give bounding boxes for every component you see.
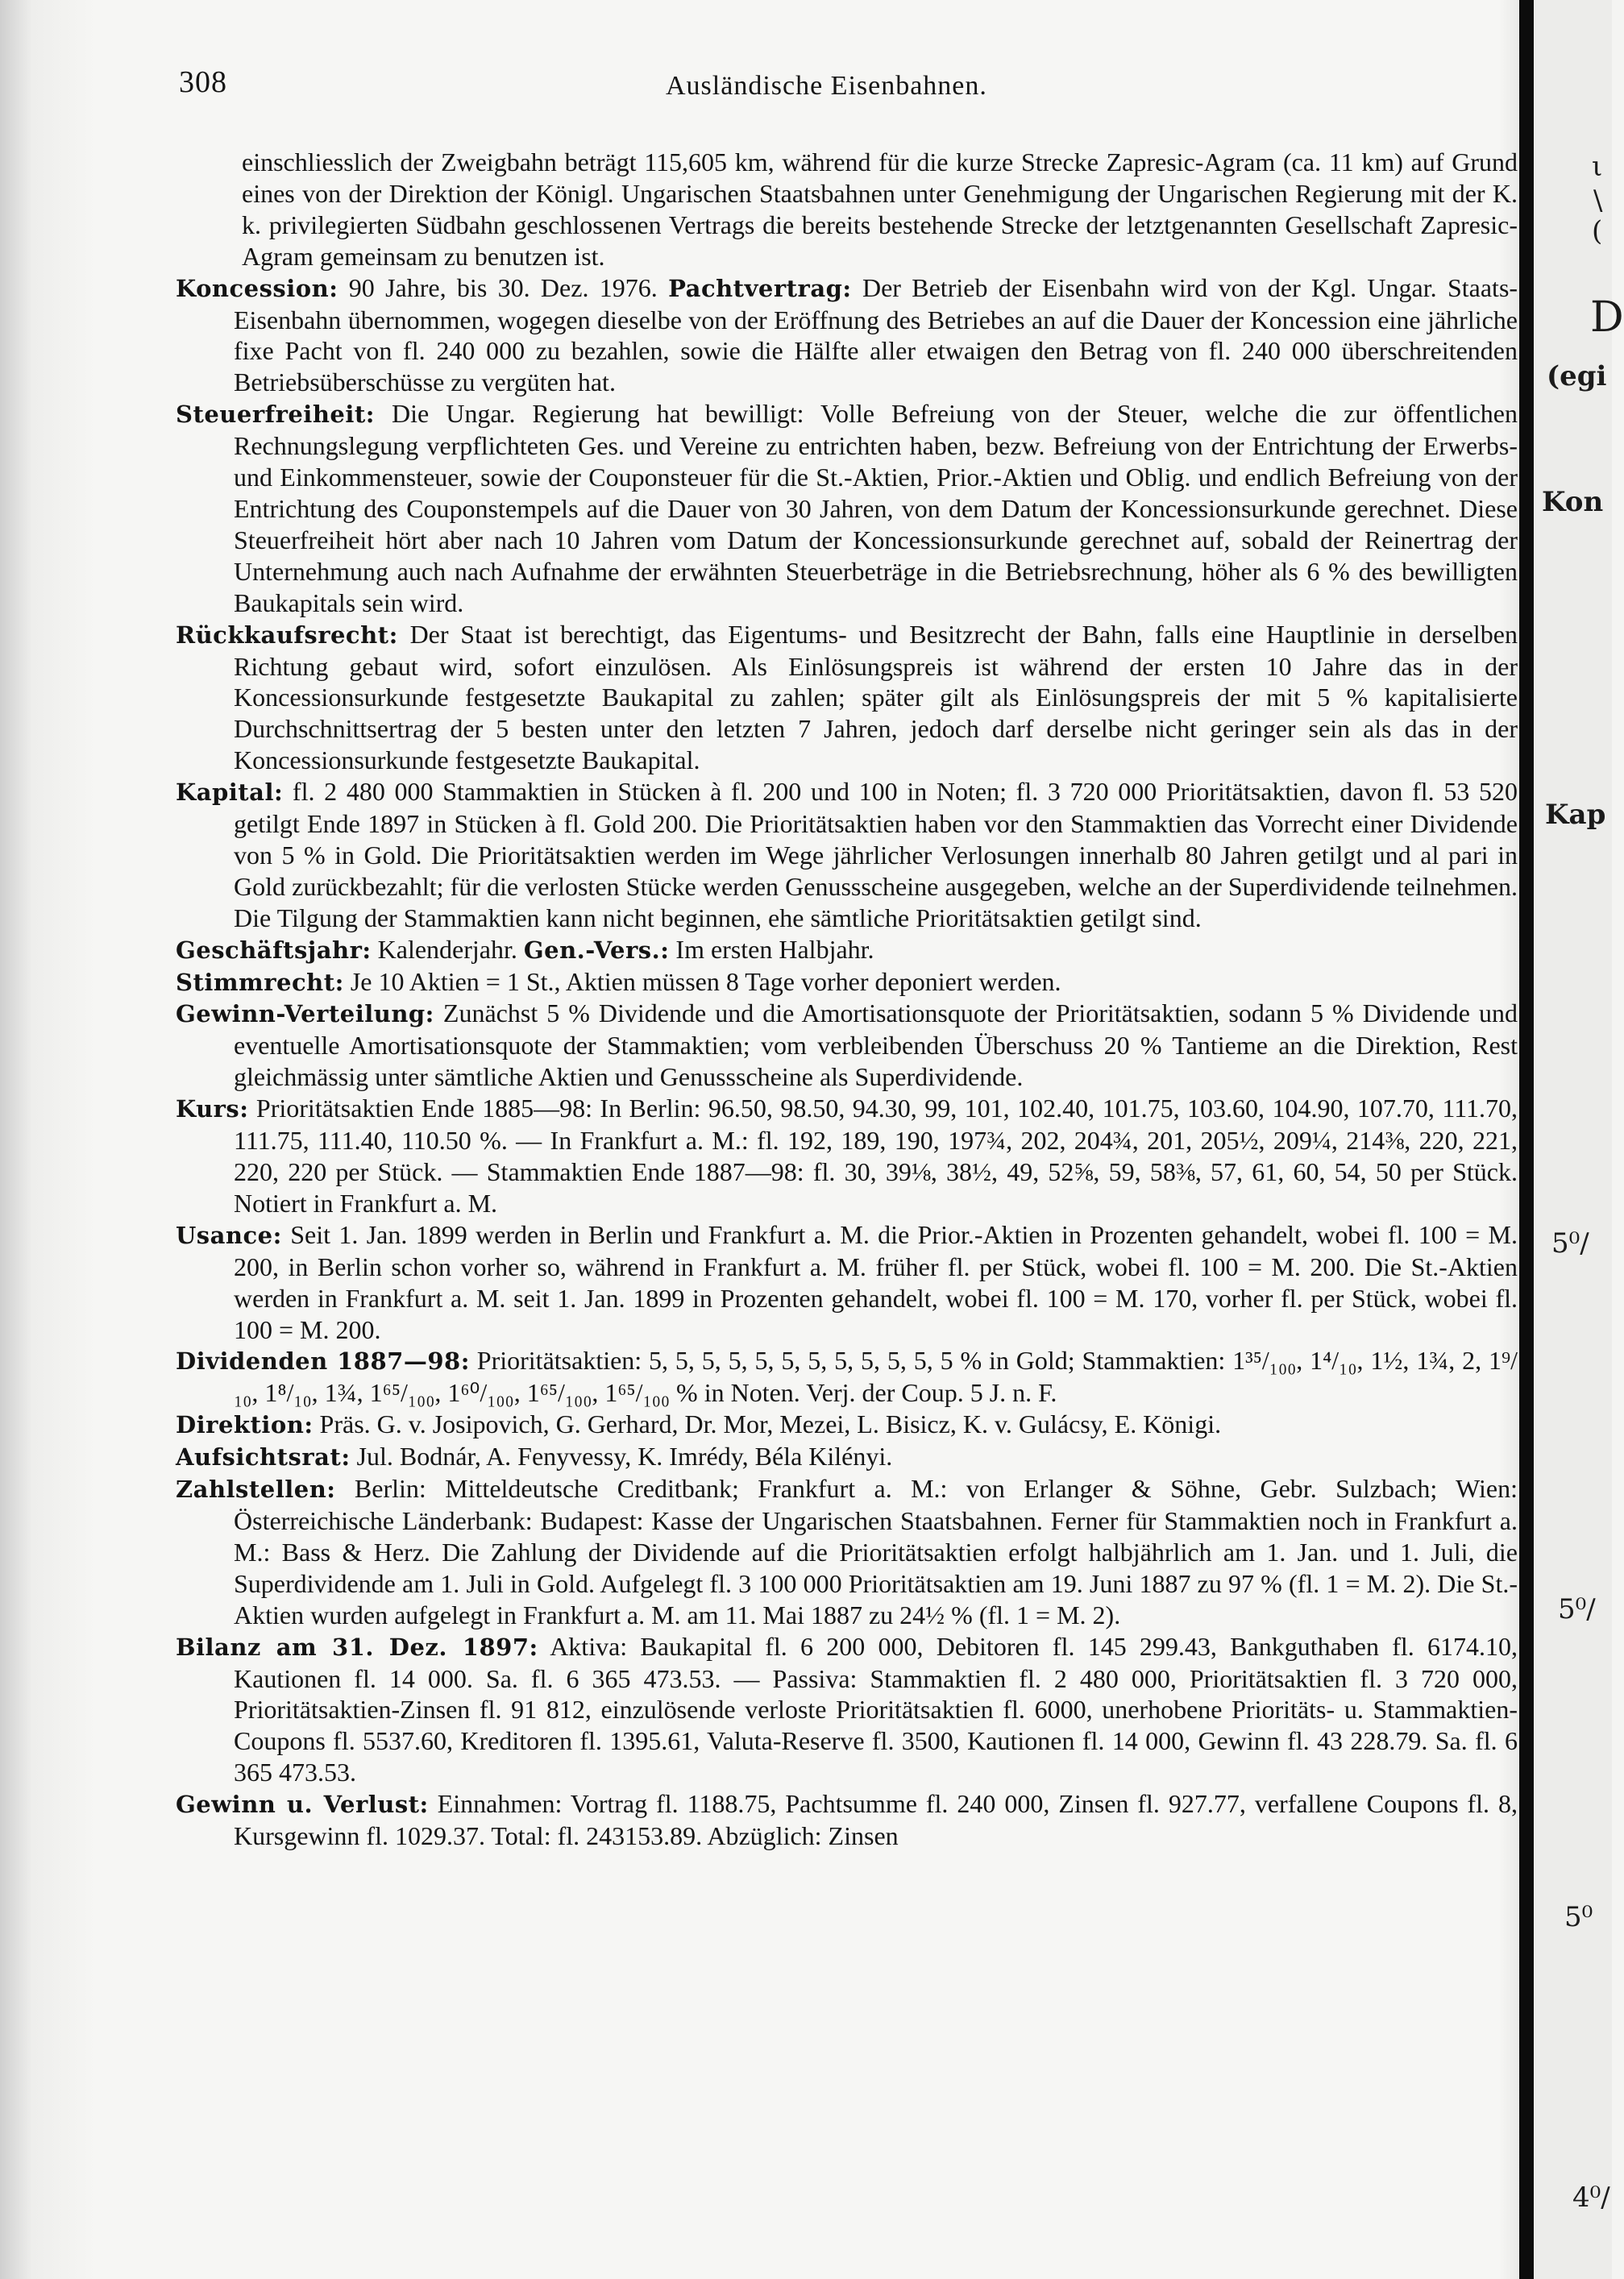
entry-steuerfreiheit bbox=[176, 398, 1518, 618]
entry-text: 90 Jahre, bis 30. Dez. 1976. bbox=[348, 272, 658, 302]
entry-label-pachtvertrag: Pachtvertrag: bbox=[668, 274, 852, 302]
running-title: Ausländische Eisenbahnen. bbox=[666, 71, 987, 101]
entry-text: Präs. G. v. Josipovich, G. Gerhard, Dr. Mor, Mezei, L. Bisicz, K. v. Gulácsy, E. Königi. bbox=[319, 1409, 1222, 1439]
entry-text: Prioritätsaktien Ende 1885—98: In Berlin: 96.50, 98.50, 94.30, 99, 101, 102.40, 101.75, 103.60, 104.90, 107.70, 111.70, 111.75, 111.40, 110.50 %. — In Frankfurt a. M.: fl. 192, 189, 190, 197¾, 202, 204¾, 201, 205½, 209¼, 214⅜, 220, 221, 220, 220 per Stück. — Stammaktien Ende 1887—98: fl. 30, 39⅛, 38½, 49, 52⅝, 59, 58⅜, 57, 61, 60, 54, 50 per Stück. Notiert in Frankfurt a. M. bbox=[234, 1094, 1518, 1218]
entry-koncession bbox=[176, 272, 1518, 399]
entry-label: Kurs: bbox=[176, 1095, 249, 1123]
margin-fragment: 5⁰/ bbox=[1558, 1593, 1596, 1625]
entry-text: Die Ungar. Regierung hat bewilligt: Volle Befreiung von der Steuer, welche die zur öffentlichen Rechnungslegung verpflichteten Ges. und Vereine zu entrichten haben, bezw. Befreiung von der Entrichtung der Erwerbs- und Einkommensteuer, sowie der Couponsteuer für die St.-Aktien, Prior.-Aktien und Oblig. und endlich Befreiung von der Entrichtung des Couponstempels auf die Dauer von 30 Jahren, von dem Datum der Koncessionsurkunde gerechnet. Diese Steuerfreiheit hört aber nach 10 Jahren vom Datum der Koncessionsurkunde gerechnet auf, sobald der Reinertrag der Unternehmung auch nach Aufnahme der erwähnten Steuerbeträge in die Betriebsrechnung, höher als 6 % des bewilligten Baukapitals sein wird. bbox=[234, 399, 1518, 617]
entry-text: Berlin: Mitteldeutsche Creditbank; Frankfurt a. M.: von Erlanger & Söhne, Gebr. Sulzbach; Wien: Österreichische Länderbank: Budapest: Kasse der Ungarischen Staatsbahnen. Ferner für Stammaktien noch in Frankfurt a. M.: Bass & Herz. Die Zahlung der Dividende auf die Prioritätsaktien erfolgt halbjährlich am 1. Jan. und 1. Juli, die Superdividende am 1. Juli in Gold. Aufgelegt fl. 3 100 000 Prioritätsaktien am 19. Juni 1887 zu 97 % (fl. 1 = M. 2). Die St.-Aktien wurden aufgelegt in Frankfurt a. M. am 11. Mai 1887 zu 24½ % (fl. 1 = M. 2). bbox=[234, 1474, 1518, 1629]
entry-text: Seit 1. Jan. 1899 werden in Berlin und Frankfurt a. M. die Prior.-Aktien in Prozenten gehandelt, wobei fl. 100 = M. 200, in Berlin schon vorher so, während in Frankfurt a. M. früher fl. per Stück, wobei fl. 100 = M. 200. Die St.-Aktien werden in Frankfurt a. M. seit 1. Jan. 1899 in Prozenten gehandelt, wobei fl. 100 = M. 170, vorher fl. per Stück, wobei fl. 100 = M. 200. bbox=[234, 1219, 1518, 1344]
entry-label: Zahlstellen: bbox=[176, 1476, 336, 1504]
entry-label-geschaeftsjahr: Geschäftsjahr: bbox=[176, 936, 372, 964]
entry-text: Zunächst 5 % Dividende und die Amortisationsquote der Prioritätsaktien, sodann 5 % Dividende und eventuelle Amortisationsquote der Stammaktien; vom verbleibenden Überschuss 20 % Tantieme an die Direktion, Rest gleichmässig unter sämtliche Aktien und Genussscheine als Superdividende. bbox=[234, 998, 1518, 1092]
page-header bbox=[0, 64, 1515, 113]
entry-label: Dividenden 1887—98: bbox=[176, 1347, 470, 1376]
entry-label: Rückkaufsrecht: bbox=[176, 621, 398, 649]
entry-aufsichtsrat bbox=[176, 1441, 1518, 1473]
entry-label: Stimmrecht: bbox=[176, 968, 344, 996]
margin-fragment: D bbox=[1590, 293, 1624, 342]
entry-label-gen-vers: Gen.-Vers.: bbox=[523, 936, 670, 964]
entry-text: Der Staat ist berechtigt, das Eigentums- und Besitzrecht der Bahn, falls eine Hauptlinie in derselben Richtung gebaut wird, sofort einzulösen. Als Einlösungspreis ist während der ersten 10 Jahre das in der Koncessionsurkunde festgesetzte Baukapital zu zahlen; später gilt als Einlösungspreis der mit 5 % kapitalisierte Durchschnittsertrag der 5 besten unter den letzten 7 Jahren, jedoch darf derselbe nicht geringer sein als das in der Koncessionsurkunde festgesetzte Baukapital. bbox=[234, 619, 1518, 775]
adjacent-page-edge bbox=[1534, 0, 1624, 2279]
margin-fragment: Kap bbox=[1545, 799, 1606, 831]
entry-text: Einnahmen: Vortrag fl. 1188.75, Pachtsumme fl. 240 000, Zinsen fl. 927.77, verfallene Coupons fl. 8, Kursgewinn fl. 1029.37. Total: fl. 243153.89. Abzüglich: Zinsen bbox=[234, 1789, 1518, 1851]
margin-fragment: Kon bbox=[1542, 486, 1604, 518]
margin-fragment: 4⁰/ bbox=[1572, 2181, 1610, 2214]
entry-direktion bbox=[176, 1409, 1518, 1441]
margin-fragment: 5⁰ bbox=[1564, 1901, 1593, 1933]
entry-text: Aktiva: Baukapital fl. 6 200 000, Debitoren fl. 145 299.43, Bankguthaben fl. 6174.10, Kautionen fl. 14 000. Sa. fl. 6 365 473.53. — Passiva: Stammaktien fl. 2 480 000, Prioritätsaktien fl. 3 720 000, Prioritätsaktien-Zinsen fl. 91 812, einzulösende verloste Prioritätsaktien fl. 6000, unerhobene Prioritäts- u. Stammaktien-Coupons fl. 5537.60, Kreditoren fl. 1395.61, Valuta-Reserve fl. 3500, Kautionen fl. 14 000, Gewinn fl. 43 228.79. Sa. fl. 6 365 473.53. bbox=[234, 1631, 1518, 1787]
page-number: 308 bbox=[179, 65, 227, 99]
entry-kurs bbox=[176, 1093, 1518, 1219]
entry-usance bbox=[176, 1219, 1518, 1346]
entry-gewinn-verlust bbox=[176, 1788, 1518, 1852]
entry-text: einschliesslich der Zweigbahn beträgt 115,605 km, während für die kurze Strecke Zapresic-Agram (ca. 11 km) auf Grund eines von der Direktion der Königl. Ungarischen Staatsbahnen unter Genehmigung der Ungarischen Regierung mit der K. k. privilegierten Südbahn geschlossenen Vertrags die bereits bestehende Strecke der letztgenannten Gesellschaft Zapresic-Agram gemeinsam zu benutzen ist. bbox=[242, 147, 1518, 271]
entry-route-continuation bbox=[176, 147, 1518, 272]
entry-label: Usance: bbox=[176, 1221, 282, 1249]
entry-text: Prioritätsaktien: 5, 5, 5, 5, 5, 5, 5, 5, 5, 5, 5, 5 % in Gold; Stammaktien: 1³⁵/₁₀₀, 1⁴/₁₀, 1½, 1¾, 2, 1⁹/₁₀, 1⁸/₁₀, 1¾, 1⁶⁵/₁₀₀, 1⁶⁰/₁₀₀, 1⁶⁵/₁₀₀, 1⁶⁵/₁₀₀ % in Noten. Verj. der Coup. 5 J. n. F. bbox=[234, 1346, 1518, 1408]
entry-bilanz bbox=[176, 1631, 1518, 1789]
margin-fragment: 5⁰/ bbox=[1551, 1227, 1589, 1260]
entry-label: Kapital: bbox=[176, 778, 284, 807]
entry-label-koncession: Koncession: bbox=[176, 274, 339, 302]
entry-gewinn-verteilung bbox=[176, 998, 1518, 1093]
entry-rueckkaufsrecht bbox=[176, 619, 1518, 777]
entry-kapital bbox=[176, 776, 1518, 934]
margin-fragment: \ bbox=[1593, 185, 1603, 217]
document-body bbox=[176, 147, 1518, 1852]
entry-zahlstellen bbox=[176, 1473, 1518, 1631]
entry-label: Gewinn u. Verlust: bbox=[176, 1791, 429, 1819]
entry-text: Je 10 Aktien = 1 St., Aktien müssen 8 Tage vorher deponiert werden. bbox=[350, 966, 1061, 996]
entry-text: Kalenderjahr. bbox=[377, 934, 517, 964]
margin-fragment: ι bbox=[1592, 151, 1603, 183]
margin-fragment: (egi bbox=[1547, 360, 1607, 392]
entry-text: Der Betrieb der Eisenbahn wird von der Kgl. Ungar. Staats-Eisenbahn übernommen, wogegen dieselbe von der Eröffnung des Betriebes an auf die Dauer der Koncession eine jährliche fixe Pacht von fl. 240 000 zu bezahlen, sowie die Hälfte aller etwaigen den Betrag von fl. 240 000 überschreitenden Betriebsüberschüsse zu vergüten hat. bbox=[234, 272, 1518, 397]
entry-label: Bilanz am 31. Dez. 1897: bbox=[176, 1633, 538, 1661]
entry-label: Aufsichtsrat: bbox=[176, 1443, 351, 1472]
entry-text: fl. 2 480 000 Stammaktien in Stücken à fl. 200 und 100 in Noten; fl. 3 720 000 Prioritätsaktien, davon fl. 53 520 getilgt Ende 1897 in Stücken à fl. Gold 200. Die Prioritätsaktien haben vor den Stammaktien das Vorrecht einer Dividende von 5 % in Gold. Die Prioritätsaktien werden im Wege jährlicher Verlosungen innerhalb 80 Jahren getilgt und al pari in Gold zurückbezahlt; für die verlosten Stücke werden Genussscheine ausgegeben, welche an der Superdividende teilnehmen. Die Tilgung der Stammaktien kann nicht beginnen, ehe sämtliche Prioritätsaktien getilgt sind. bbox=[234, 777, 1518, 932]
entry-text: Jul. Bodnár, A. Fenyvessy, K. Imrédy, Béla Kilényi. bbox=[356, 1442, 893, 1472]
entry-dividenden bbox=[176, 1345, 1518, 1409]
entry-label: Gewinn-Verteilung: bbox=[176, 1000, 434, 1028]
entry-label: Direktion: bbox=[176, 1411, 314, 1439]
book-gutter-shadow bbox=[1519, 0, 1534, 2279]
entry-text: Im ersten Halbjahr. bbox=[675, 934, 874, 964]
margin-fragment: ( bbox=[1592, 215, 1603, 247]
entry-label: Steuerfreiheit: bbox=[176, 401, 375, 429]
entry-stimmrecht bbox=[176, 966, 1518, 998]
entry-geschaeftsjahr bbox=[176, 934, 1518, 966]
